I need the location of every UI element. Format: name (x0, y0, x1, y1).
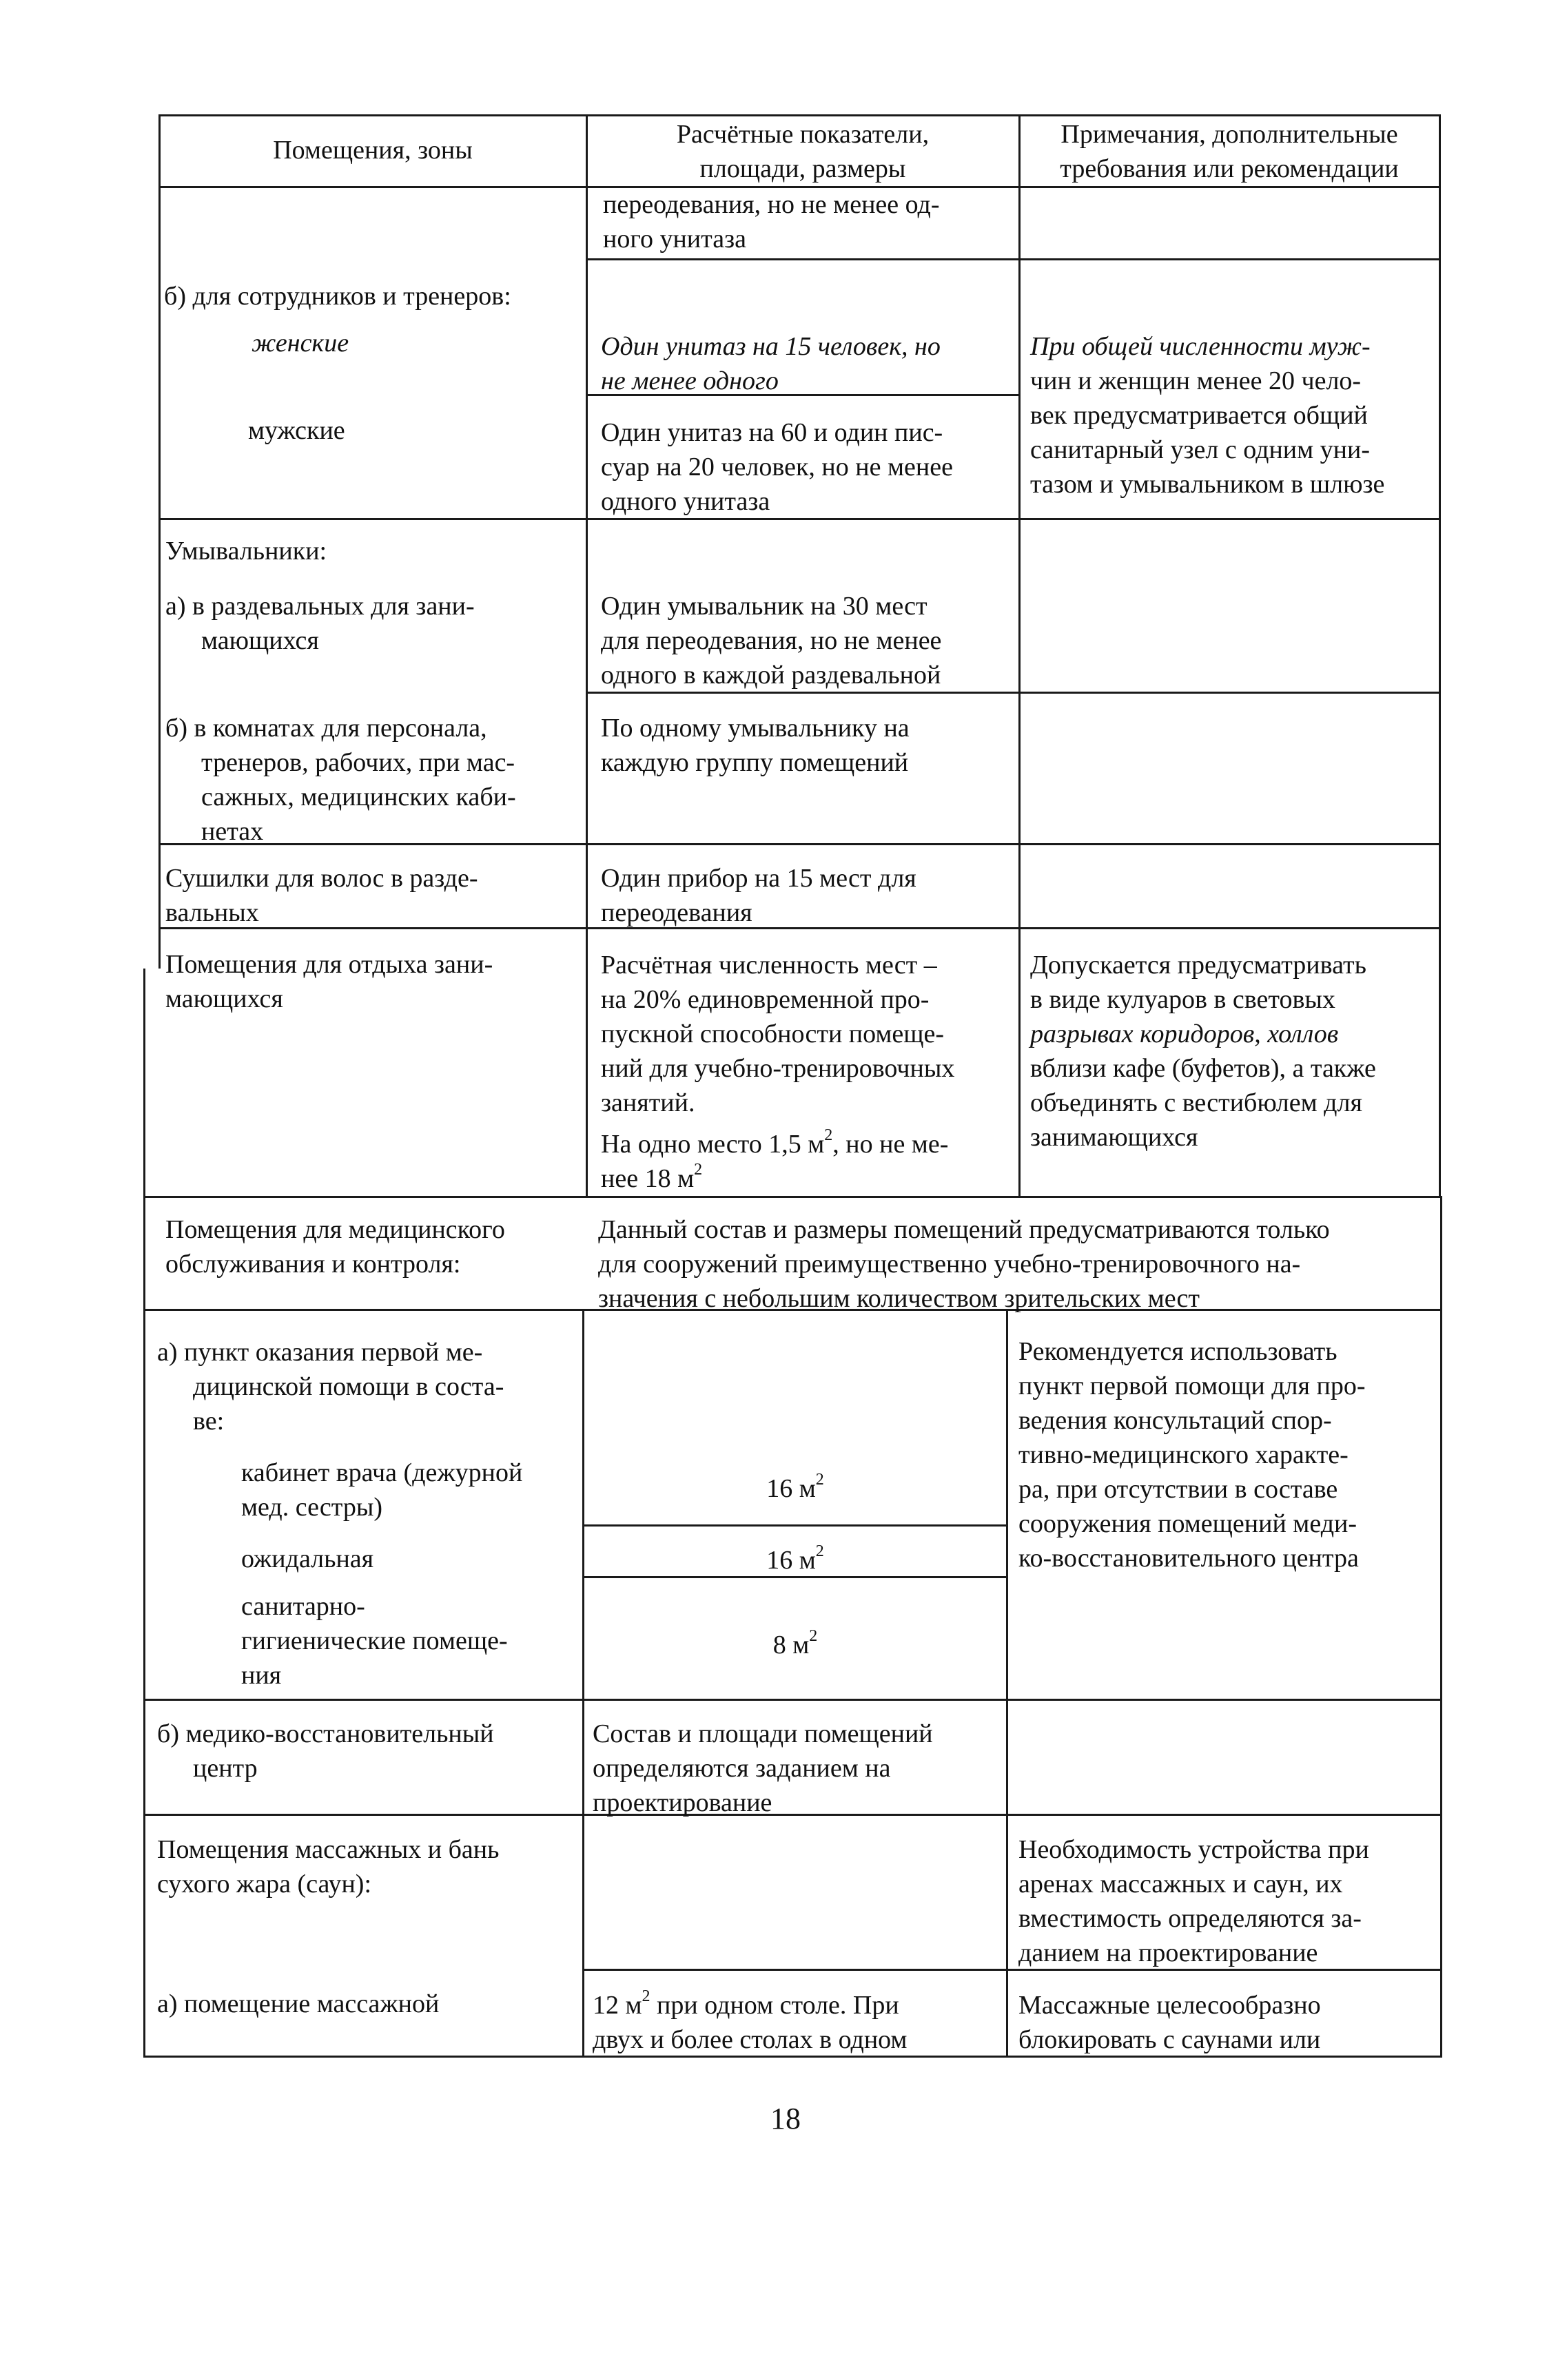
rest-rooms-value: Расчётная численность мест – на 20% единовременной про- пускной способности помеще- ний для учебно-тренировочных занятий. На одно место 1,5 $м^2$, но не ме- нее 18 $м^2$ (601, 951, 955, 1193)
header-col3: Примечания, дополнительные требования или рекомендации (1060, 120, 1399, 183)
hair-dryers-label: Сушилки для волос в разде- вальных (165, 864, 478, 927)
medical-label: Помещения для медицинского обслуживания и контроля: (165, 1215, 505, 1279)
first-aid-label: а) пункт оказания первой ме- дицинской помощи в соста- ве: (157, 1338, 504, 1436)
header-col2: Расчётные показатели, площади, размеры (676, 120, 930, 183)
toilet-continuation: переодевания, но не менее од- ного унитаза (603, 190, 940, 253)
col-separator (586, 114, 588, 1196)
table-border-right (1440, 1196, 1442, 2057)
male-value: Один унитаз на 60 и один пис- суар на 20 человек, но не менее одного унитаза (601, 418, 953, 516)
rest-rooms-label: Помещения для отдыха зани- мающихся (165, 950, 493, 1013)
table-border-left (143, 969, 145, 2057)
massage-room-value: 12 $м^2$ при одном столе. При двух и более столах в одном (593, 1987, 908, 2054)
col-separator (1006, 1309, 1008, 2056)
massage-sauna-note: Необходимость устройства при аренах массажных и саун, их вместимость определяются за- данием на проектирование (1018, 1835, 1369, 1967)
rehab-center-label: б) медико-восстановительный центр (157, 1719, 494, 1783)
col-separator (1018, 114, 1021, 1196)
row-separator (582, 1524, 1006, 1527)
medical-merged-note: Данный состав и размеры помещений предусматриваются только для сооружений преимущественно учебно-тренировочного на- значения с небольшим количеством зрительских мест (598, 1215, 1330, 1313)
col-separator (582, 1309, 584, 2056)
rehab-center-value: Состав и площади помещений определяются заданием на проектирование (593, 1719, 933, 1817)
washbasins-b-value: По одному умывальнику на каждую группу помещений (601, 714, 910, 777)
doctor-office-label: кабинет врача (дежурной мед. сестры) (241, 1458, 523, 1522)
waiting-room-area: 16 $м^2$ (766, 1542, 824, 1575)
table-border-top (158, 114, 1440, 116)
female-label: женские (252, 329, 349, 358)
washbasins-a-label: а) в раздевальных для зани- мающихся (165, 592, 475, 655)
massage-sauna-label: Помещения массажных и бань сухого жара (саун): (157, 1835, 500, 1898)
sanitary-area: 8 $м^2$ (772, 1627, 818, 1659)
washbasins-title: Умывальники: (165, 537, 327, 566)
row-separator (143, 1196, 1442, 1198)
male-label: мужские (248, 416, 345, 445)
waiting-room-label: ожидальная (241, 1544, 374, 1573)
rest-rooms-note: Допускается предусматривать в виде кулуаров в световых разрывах коридоров, холлов вблизи кафе (буфетов), а также объединять с вестибюлем для занимающихся (1030, 951, 1376, 1152)
female-value: Один унитаз на 15 человек, но не менее одного (601, 332, 941, 395)
massage-room-label: а) помещение массажной (157, 1989, 440, 2018)
page-number: 18 (770, 2102, 801, 2135)
header-col1: Помещения, зоны (273, 136, 473, 165)
hair-dryers-value: Один прибор на 15 мест для переодевания (601, 864, 916, 927)
massage-room-note: Массажные целесообразно блокировать с саунами или (1018, 1991, 1321, 2054)
table-border-left (158, 114, 161, 969)
row-separator (143, 1699, 1442, 1701)
row-separator (586, 258, 1440, 260)
sanitary-label: санитарно- гигиенические помеще- ния (241, 1592, 508, 1690)
washbasins-a-value: Один умывальник на 30 мест для переодевания, но не менее одного в каждой раздевальной (601, 592, 942, 690)
first-aid-note: Рекомендуется использовать пункт первой помощи для про- ведения консультаций спор- тивно-медицинского характе- ра, при отсутствии в составе сооружения помещений меди- ко-восстановительного центра (1018, 1337, 1366, 1573)
staff-toilets-label: б) для сотрудников и тренеров: (164, 282, 511, 311)
table-border-right (1439, 114, 1441, 1196)
doctor-office-area: 16 $м^2$ (766, 1471, 824, 1503)
washbasins-b-label: б) в комнатах для персонала, тренеров, рабочих, при мас- сажных, медицинских каби- нетах (165, 714, 516, 846)
staff-toilets-note: При общей численности муж- чин и женщин менее 20 чело- век предусматривается общий санитарный узел с одним уни- тазом и умывальником в шлюзе (1030, 332, 1385, 499)
